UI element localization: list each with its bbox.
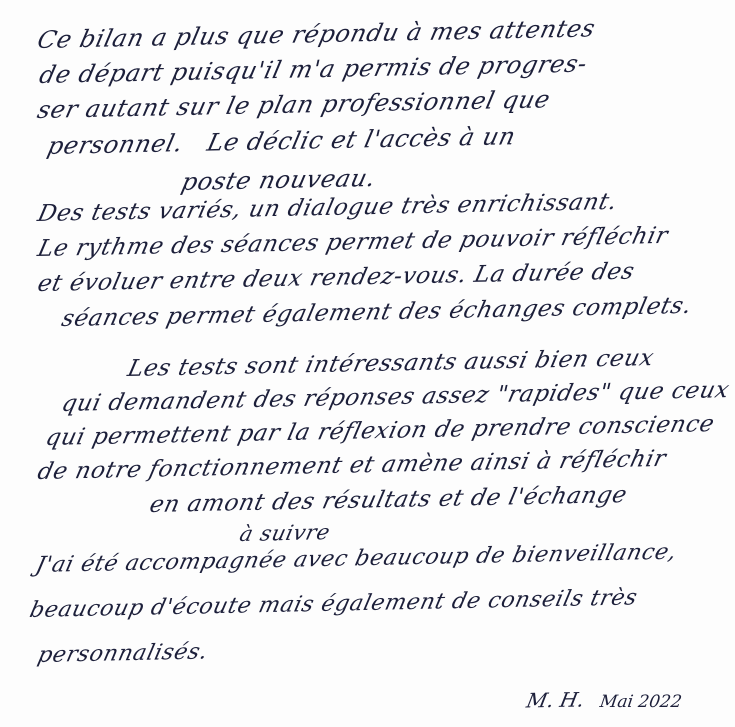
handwritten-line: poste nouveau.: [178, 163, 379, 196]
handwritten-line: ser autant sur le plan professionnel que: [34, 85, 554, 124]
handwritten-line: personnel. Le déclic et l'accès à un: [44, 122, 519, 160]
handwritten-line: en amont des résultats et de l'échange: [147, 482, 630, 518]
signature-initials: M. H.: [524, 687, 587, 713]
handwritten-line: beaucoup d'écoute mais également de conseils très: [27, 585, 640, 623]
handwritten-line: séances permet également des échanges complets.: [59, 292, 695, 332]
handwritten-line: Des tests variés, un dialogue très enrichissant.: [35, 188, 620, 227]
signature-date: Mai 2022: [598, 692, 684, 712]
handwritten-line: qui permettent par la réflexion de prendre conscience: [43, 411, 718, 451]
handwritten-line: J'ai été accompagnée avec beaucoup de bienveillance,: [33, 539, 680, 578]
handwritten-line: Ce bilan a plus que répondu à mes attentes: [34, 14, 599, 54]
handwritten-line: à suivre: [237, 520, 333, 546]
handwritten-line: de notre fonctionnement et amène ainsi à réfléchir: [35, 445, 669, 485]
handwritten-line: Le rythme des séances permet de pouvoir réfléchir: [35, 222, 671, 262]
handwritten-line: et évoluer entre deux rendez-vous. La durée des: [35, 258, 638, 297]
handwritten-line: qui demandent des réponses assez "rapides" que ceux: [59, 377, 733, 417]
handwritten-line: Les tests sont intéressants aussi bien ceux: [125, 345, 657, 382]
handwritten-line: personnalisés.: [35, 639, 211, 668]
handwritten-line: de départ puisqu'il m'a permis de progres-: [36, 49, 591, 89]
